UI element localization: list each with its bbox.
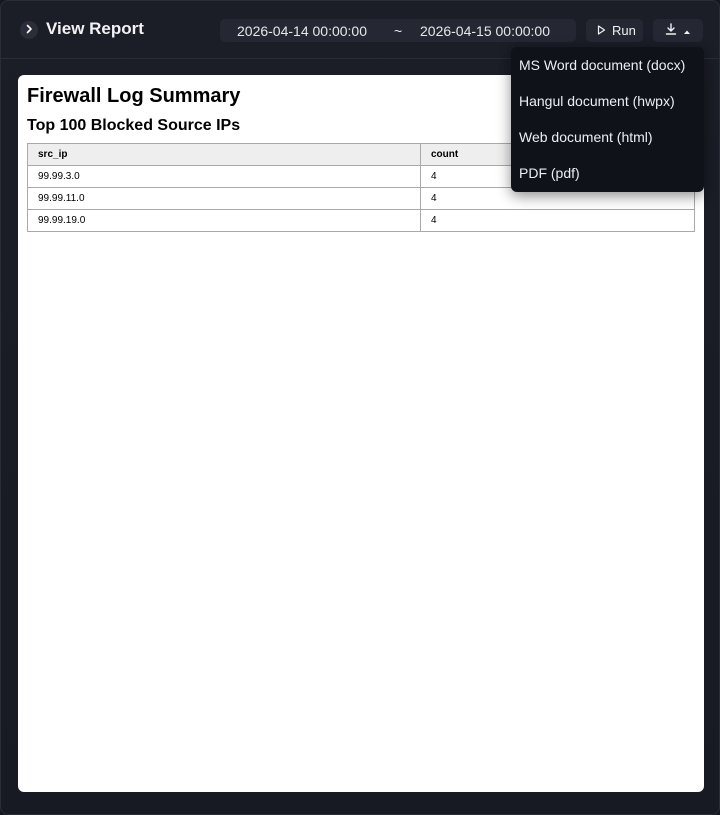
menu-item-html[interactable]: Web document (html) [519,129,653,145]
menu-item-hwpx[interactable]: Hangul document (hwpx) [519,93,675,109]
cell-src-ip: 99.99.3.0 [28,166,421,188]
export-dropdown-menu [511,47,704,192]
date-to-value[interactable]: 2026-04-15 00:00:00 [420,22,550,39]
run-button[interactable] [586,19,643,42]
sidebar-toggle-button[interactable] [20,21,38,39]
cell-src-ip: 99.99.19.0 [28,210,421,232]
download-button[interactable] [653,19,703,42]
download-icon [665,22,677,40]
column-header-count: count [421,144,695,166]
report-subtitle: Top 100 Blocked Source IPs [27,117,241,134]
menu-item-pdf[interactable]: PDF (pdf) [519,165,580,181]
report-title: Firewall Log Summary [27,85,241,107]
cell-count: 4 [421,210,695,232]
caret-up-icon [683,22,691,40]
cell-count: 4 [421,166,695,188]
cell-src-ip: 99.99.11.0 [28,188,421,210]
cell-count: 4 [421,188,695,210]
date-range-separator: ~ [394,22,403,39]
run-button-label: Run [612,23,636,38]
column-header-src-ip: src_ip [28,144,421,166]
table-row [28,210,695,232]
play-icon [597,23,606,38]
date-range-picker[interactable] [220,19,576,42]
menu-item-docx[interactable]: MS Word document (docx) [519,57,686,73]
date-from-value[interactable]: 2026-04-14 00:00:00 [237,22,367,39]
chevron-right-icon [24,21,34,39]
page-title: View Report [46,19,144,38]
